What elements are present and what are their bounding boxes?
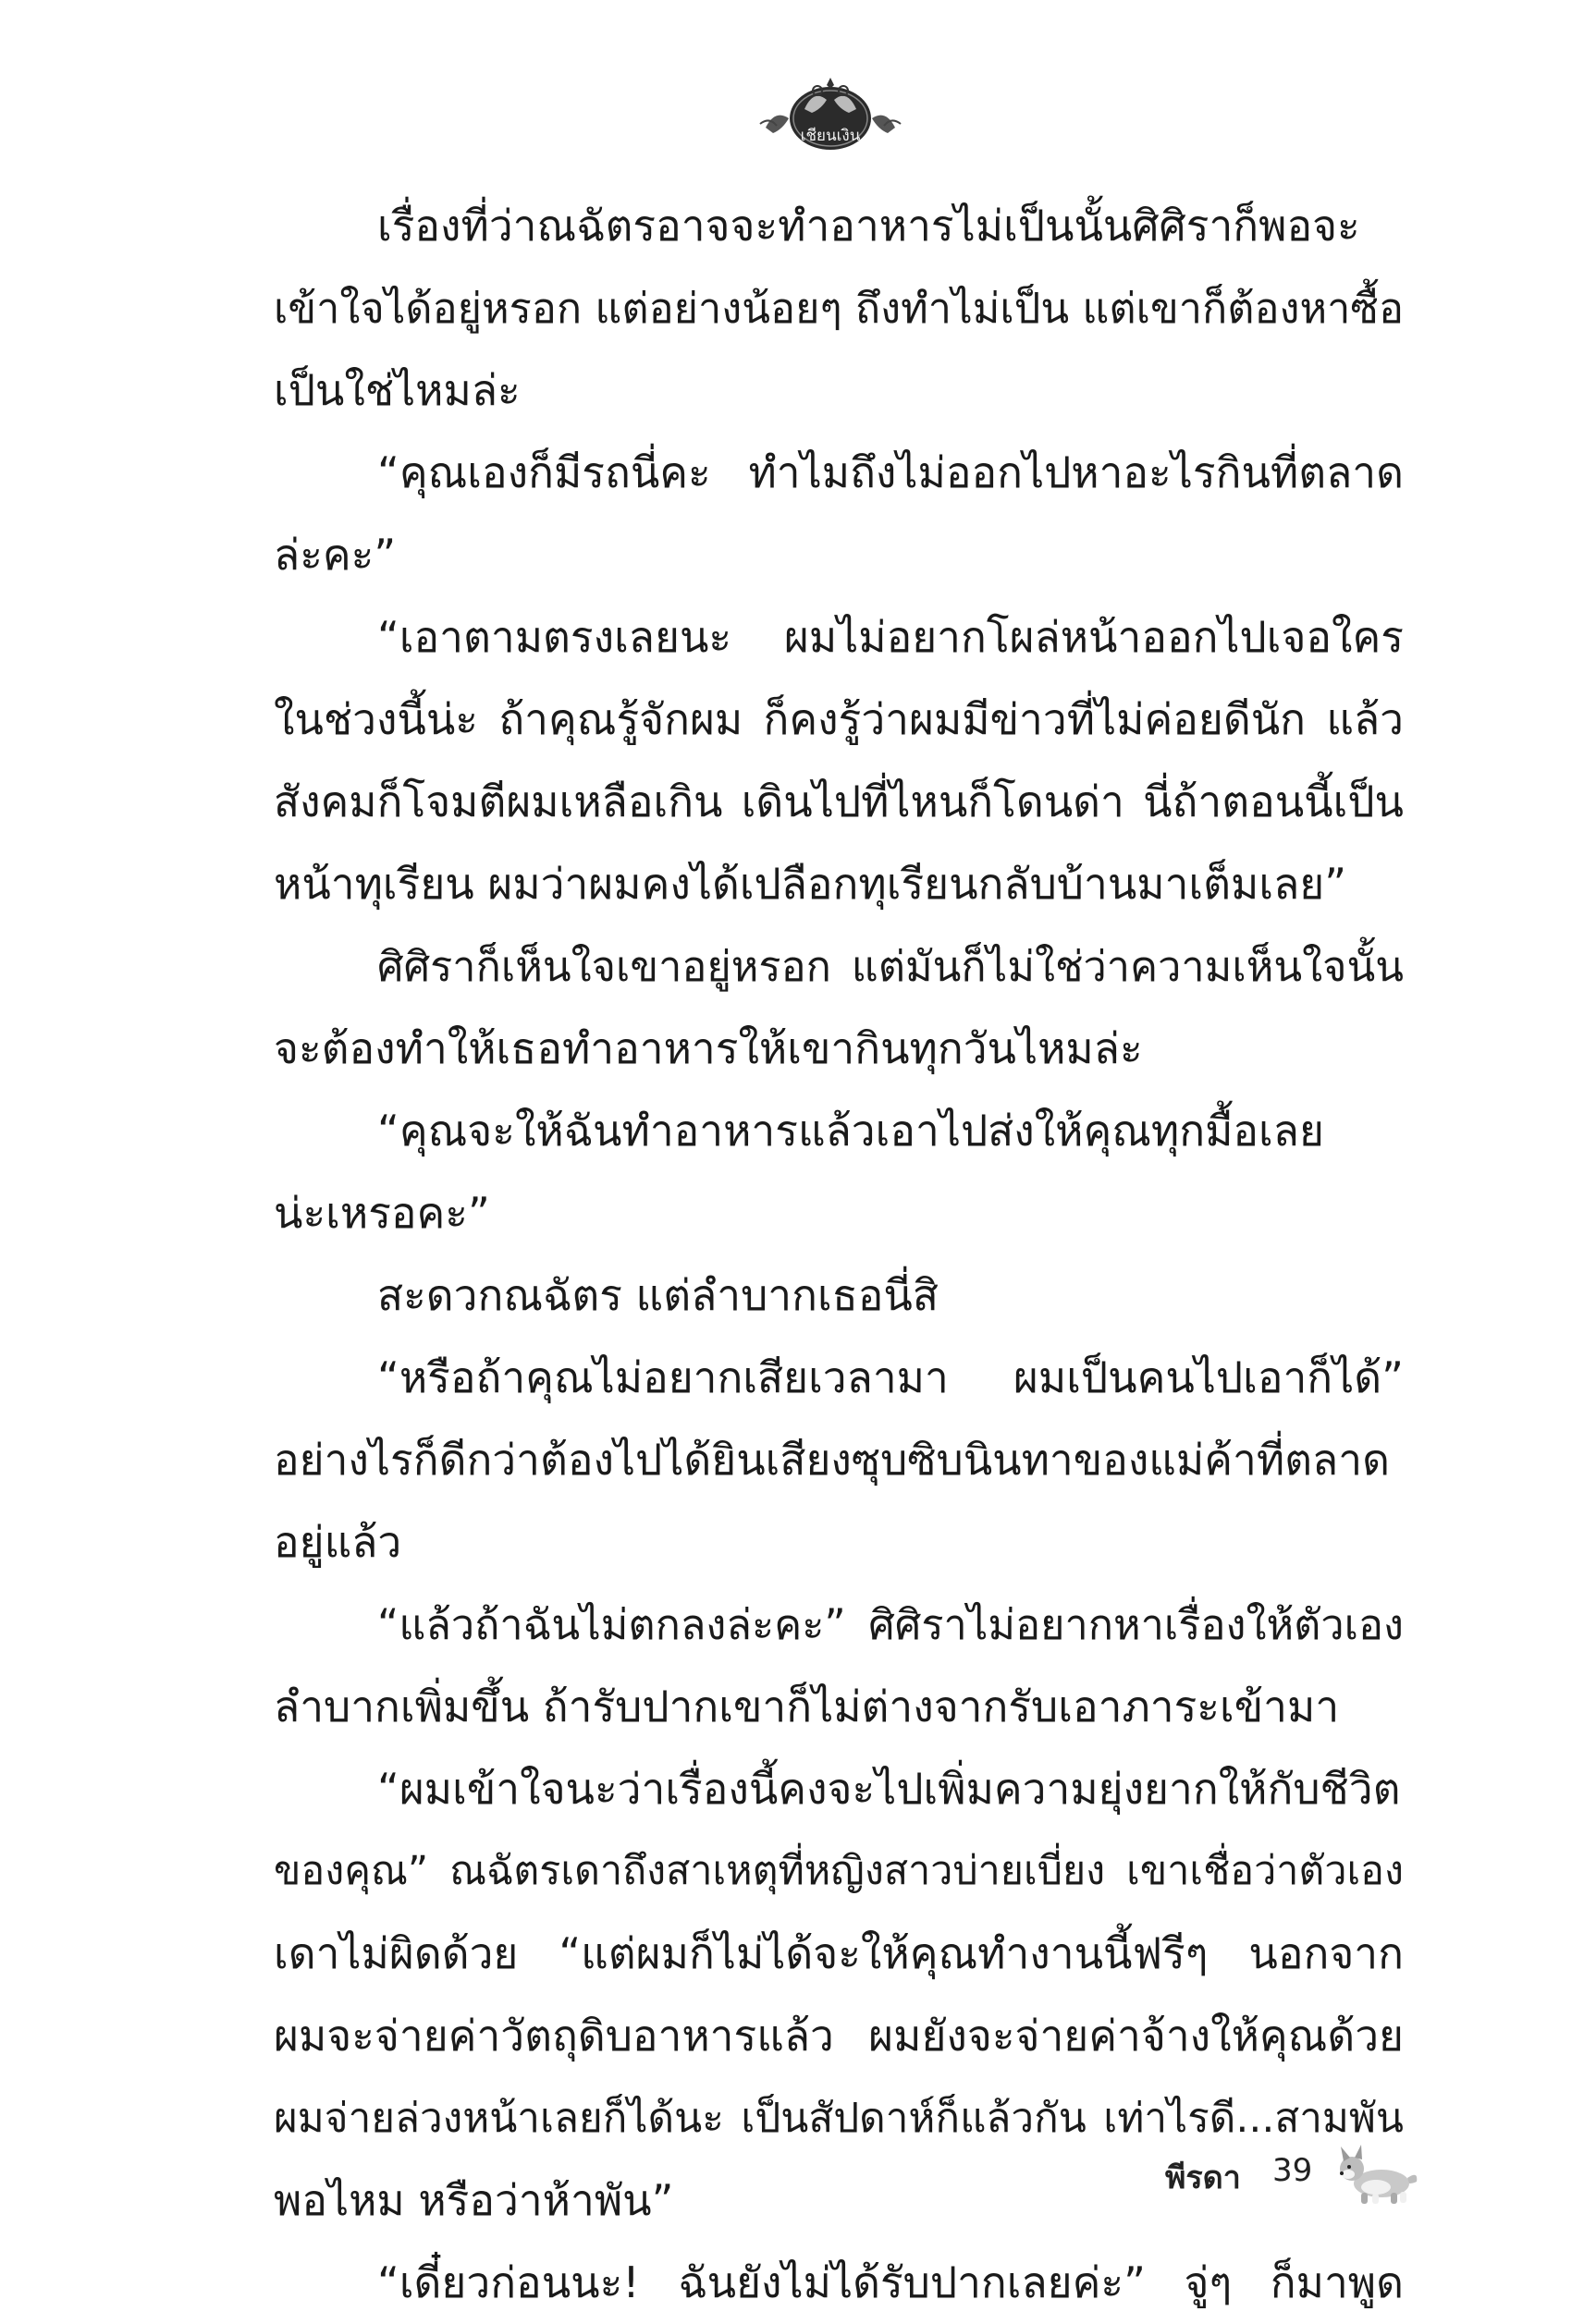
page-number: 39 <box>1272 2152 1313 2189</box>
text-line: “เดี๋ยวก่อนนะ! ฉันยังไม่ได้รับปากเลยค่ะ” จู่ๆ ก็มาพูด <box>377 2257 1404 2307</box>
text-line: จะต้องทำให้เธอทำอาหารให้เขากินทุกวันไหมล่ะ <box>274 1023 1143 1073</box>
text-line: ศิศิราก็เห็นใจเขาอยู่หรอก แต่มันก็ไม่ใช่ว่าความเห็นใจนั้น <box>377 942 1404 991</box>
text-line: เข้าใจได้อยู่หรอก แต่อย่างน้อยๆ ถึงทำไม่เป็น แต่เขาก็ต้องหาซื้อ <box>274 284 1404 333</box>
text-line: หน้าทุเรียน ผมว่าผมคงได้เปลือกทุเรียนกลับบ้านมาเต็มเลย” <box>274 859 1347 909</box>
text-line: “คุณจะให้ฉันทำอาหารแล้วเอาไปส่งให้คุณทุกมื้อเลย <box>377 1106 1324 1156</box>
text-line: “คุณเองก็มีรถนี่คะ ทำไมถึงไม่ออกไปหาอะไรกินที่ตลาด <box>377 447 1404 497</box>
text-line: ของคุณ” ณฉัตรเดาถึงสาเหตุที่หญิงสาวบ่ายเบี่ยง เขาเชื่อว่าตัวเอง <box>274 1848 1404 1894</box>
text-line: เป็นใช่ไหมล่ะ <box>274 365 521 415</box>
text-line: เดาไม่ผิดด้วย “แต่ผมก็ไม่ได้จะให้คุณทำงานนี้ฟรีๆ นอกจาก <box>274 1928 1404 1978</box>
text-line: เรื่องที่ว่าณฉัตรอาจจะทำอาหารไม่เป็นนั้นศิศิราก็พอจะ <box>377 201 1360 251</box>
text-line: อย่างไรก็ดีกว่าต้องไปได้ยินเสียงซุบซิบนินทาของแม่ค้าที่ตลาด <box>274 1435 1390 1485</box>
logo-text: เชียนเงิน <box>800 127 861 145</box>
text-line: อยู่แล้ว <box>274 1517 402 1567</box>
text-line: พอไหม หรือว่าห้าพัน” <box>274 2175 674 2225</box>
text-line: น่ะเหรอคะ” <box>274 1188 490 1238</box>
text-line: ผมจ่ายล่วงหน้าเลยก็ได้นะ เป็นสัปดาห์ก็แล้วกัน เท่าไรดี...สามพัน <box>274 2095 1404 2142</box>
text-line: ล่ะคะ” <box>274 530 397 580</box>
text-line: ในช่วงนี้น่ะ ถ้าคุณรู้จักผม ก็คงรู้ว่าผมมีข่าวที่ไม่ค่อยดีนัก แล้ว <box>274 694 1404 744</box>
text-line: ลำบากเพิ่มขึ้น ถ้ารับปากเขาก็ไม่ต่างจากรับเอาภาระเข้ามา <box>274 1682 1340 1731</box>
body-text <box>274 185 1404 2324</box>
text-line: “ผมเข้าใจนะว่าเรื่องนี้คงจะไปเพิ่มความยุ่งยากให้กับชีวิต <box>377 1764 1401 1814</box>
text-line: “แล้วถ้าฉันไม่ตกลงล่ะคะ” ศิศิราไม่อยากหาเรื่องให้ตัวเอง <box>377 1600 1404 1649</box>
text-line: “เอาตามตรงเลยนะ ผมไม่อยากโผล่หน้าออกไปเจอใคร <box>377 612 1404 662</box>
text-line: ผมจะจ่ายค่าวัตถุดิบอาหารแล้ว ผมยังจะจ่ายค่าจ้างให้คุณด้วย <box>274 2011 1404 2061</box>
text-line: สังคมก็โจมตีผมเหลือเกิน เดินไปที่ไหนก็โดนด่า นี่ถ้าตอนนี้เป็น <box>274 777 1404 826</box>
text-line: สะดวกณฉัตร แต่ลำบากเธอนี่สิ <box>377 1270 939 1320</box>
corgi-dog-icon <box>1330 2143 1422 2209</box>
text-line: “หรือถ้าคุณไม่อยากเสียเวลามา ผมเป็นคนไปเอาก็ได้” <box>377 1352 1404 1402</box>
page-footer <box>1165 2143 1443 2217</box>
ornamental-emblem-icon <box>756 72 904 155</box>
footer-title: พีรดา <box>1165 2159 1241 2196</box>
